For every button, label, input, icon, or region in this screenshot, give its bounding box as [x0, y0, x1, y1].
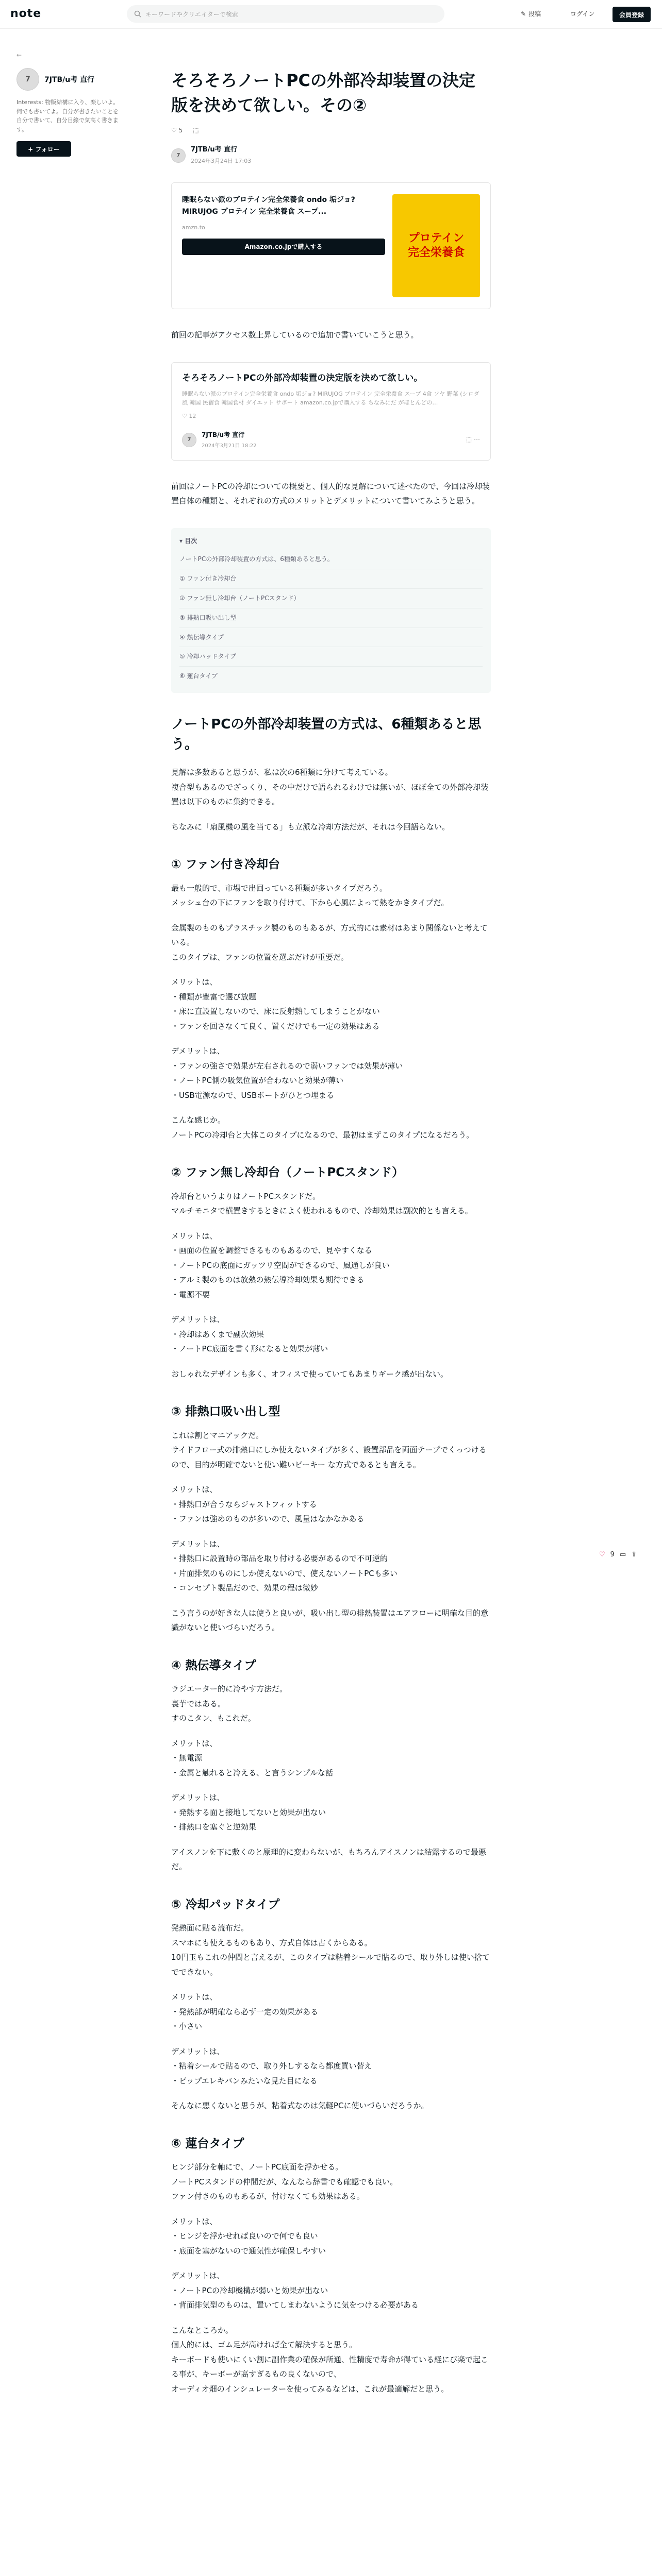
paragraph: ノートPCスタンドの仲間だが、なんなら辞書でも確認でも良い。 [171, 2177, 398, 2187]
list-item: ・排熱口を塞ぐと逆効果 [171, 1822, 257, 1832]
paragraph: すのこタン、もこれだ。 [171, 1714, 256, 1723]
toc-item[interactable]: ⑥ 蓮台タイプ [179, 672, 218, 680]
list-item: ・ヒンジを浮かせれば良いので何でも良い [171, 2231, 318, 2241]
linked-note-excerpt: 睡眠らない派のプロテイン完全栄養食 ondo 垢ジョ? MIRUJOG プロテイン 完全栄養食 スープ 4食 ソヤ 野菜 (シロダ風 韓国 民宿食 韓国食材 ダイエット サポート amazon.co.jpで購入する ちなみにだ がほとんどの… [182, 391, 479, 406]
creator-sidebar [16, 52, 120, 157]
section-heading: ④ 熱伝導タイプ [171, 1658, 256, 1672]
paragraph: 冷却台というよりはノートPCスタンドだ。 [171, 1191, 321, 1201]
paragraph: おしゃれなデザインも多く、オフィスで使っていてもあまりギーク感が出ない。 [171, 1369, 449, 1379]
list-item: ・画面の位置を調整できるものもあるので、見やすくなる [171, 1246, 372, 1256]
demerit-heading: デメリットは、 [171, 1539, 225, 1549]
paragraph: 見解は多数あると思うが、私は次の6種類に分けて考えている。 [171, 768, 393, 777]
paragraph: 前回の記事がアクセス数上昇しているので追加で書いていこうと思う。 [171, 330, 419, 340]
paragraph: 前回はノートPCの冷却についての概要と、個人的な見解について述べたので、今回は冷却装置自体の種類と、それぞれの方式のメリットとデメリットについて書いてみようと思う。 [171, 481, 490, 506]
paragraph: ノートPCの冷却台と大体このタイプになるので、最初はまずこのタイプになるだろう。 [171, 1130, 474, 1140]
toc-item[interactable]: ③ 排熱口吸い出し型 [179, 608, 483, 628]
comment-icon[interactable]: ⬚ [193, 127, 199, 134]
share-icon[interactable]: ⇪ [631, 1551, 637, 1558]
list-item: ・ノートPC側の吸気位置が合わないと効果が薄い [171, 1076, 344, 1086]
list-item: ・ファンは強めのものが多いので、風量はなかなかある [171, 1514, 365, 1524]
linked-note-date: 2024年3月21日 18:22 [202, 443, 257, 449]
floating-action-bar [599, 1551, 637, 1558]
list-item: ・排熱口が合うならジャストフィットする [171, 1499, 317, 1509]
toc-heading[interactable]: ▾ 目次 [179, 537, 197, 545]
creator-bio: Interests: 物販結構に入り、楽しいよ。何でも書いてよ。自分が書きたいことを自分で書いて、自分目線で気高く書きます。 [16, 99, 119, 133]
heart-icon[interactable]: ♡ [599, 1551, 605, 1558]
paragraph: そんなに悪くないと思うが、粘着式なのは気軽PCに使いづらいだろうか。 [171, 2101, 429, 2111]
list-item: ・発熱部が明確なら必ず一定の効果がある [171, 2007, 319, 2016]
author-avatar[interactable]: 7 [171, 148, 186, 163]
pen-icon: ✎ [521, 10, 526, 18]
paragraph: マルチモニタで横置きするときによく使われるもので、冷却効果は副次的とも言える。 [171, 1206, 473, 1216]
post-label: 投稿 [528, 10, 541, 18]
merit-heading: メリットは、 [171, 1992, 218, 2002]
merit-heading: メリットは、 [171, 977, 218, 987]
section-heading: ⑥ 蓮台タイプ [171, 2137, 244, 2150]
paragraph: 個人的には、ゴム足が高ければ全て解決すると思う。 [171, 2340, 357, 2350]
amazon-domain: amzn.to [182, 224, 205, 231]
article-title: そろそろノートPCの外部冷却装置の決定版を決めて欲しい。その② [171, 71, 475, 115]
floating-like-count: 9 [610, 1551, 615, 1558]
demerit-heading: デメリットは、 [171, 1793, 225, 1803]
list-item: ・USB電源なので、USBポートがひとつ埋まる [171, 1090, 334, 1100]
list-item: ・排熱口に設置時の部品を取り付ける必要があるので不可逆的 [171, 1554, 388, 1564]
paragraph: キーボードも使いにくい割に副作業の確保が所通、性精度で寿命が得ている経にぴ楽で起こる事が、キーボーが高すぎるもの良くないので、 [171, 2354, 489, 2379]
paragraph: これは割とマニアックだ。 [171, 1430, 263, 1440]
list-item: ・種類が豊富で選び放題 [171, 992, 257, 1002]
search-input[interactable] [127, 5, 444, 23]
list-item: ・粘着シールで貼るので、取り外しするなら都度買い替え [171, 2061, 372, 2071]
linked-note-title[interactable]: そろそろノートPCの外部冷却装置の決定版を決めて欲しい。 [182, 372, 423, 383]
linked-note-avatar: 7 [182, 433, 196, 447]
linked-note-card[interactable] [171, 362, 491, 461]
section-heading: ① ファン付き冷却台 [171, 858, 280, 872]
toc-item[interactable]: ② ファン無し冷却台（ノートPCスタンド） [179, 589, 483, 608]
list-item: ・金属と触れると冷える、と言うシンプルな話 [171, 1768, 334, 1777]
paragraph: 裏芋ではある。 [171, 1699, 226, 1708]
toc-item[interactable]: ④ 熱伝導タイプ [179, 628, 483, 648]
paragraph: 発熱面に貼る流布だ。 [171, 1923, 249, 1933]
list-item: ・ファンを回さなくて良く、置くだけでも一定の効果はある [171, 1021, 380, 1031]
article-author[interactable] [171, 144, 491, 167]
list-item: ・電源不要 [171, 1290, 210, 1299]
list-item: ・コンセプト製品だので、効果の程は微妙 [171, 1583, 318, 1593]
article-body [171, 68, 491, 2396]
top-header [0, 0, 662, 29]
like-count[interactable]: ♡ 5 [171, 127, 183, 134]
amazon-buy-button[interactable]: Amazon.co.jpで購入する [182, 239, 385, 255]
amazon-product-title[interactable]: 睡眠らない派のプロテイン完全栄養食 ondo 垢ジョ? MIRUJOG プロテイン 完全栄養食 スープ... [182, 196, 355, 216]
paragraph: こう言うのが好きな人は使うと良いが、吸い出し型の排熱装置はエアフローに明確な目的意識がないと使いづらいだろう。 [171, 1608, 489, 1633]
comment-icon[interactable]: ▭ [619, 1551, 626, 1558]
list-item: ・底面を塞がないので通気性が確保しやすい [171, 2246, 326, 2256]
demerit-heading: デメリットは、 [171, 2271, 225, 2281]
list-item: ・冷却はあくまで副次効果 [171, 1329, 264, 1339]
list-item: ・ノートPC底面を書く形になると効果が薄い [171, 1344, 328, 1354]
search-placeholder: キーワードやクリエイターで検索 [145, 10, 238, 18]
paragraph: 最も一般的で、市場で出回っている種類が多いタイプだろう。 [171, 883, 387, 893]
list-item: ・背面排気型のものは、置いてしまわないように気をつける必要がある [171, 2300, 419, 2310]
section-heading: ③ 排熱口吸い出し型 [171, 1405, 280, 1419]
list-item: ・アルミ製のものは放熱の熱伝導冷却効果も期待できる [171, 1275, 365, 1285]
merit-heading: メリットは、 [171, 1485, 218, 1495]
article-meta [171, 125, 491, 137]
list-item: ・片面排気のものにしか使えないので、使えないノートPCも多い [171, 1568, 398, 1578]
merit-heading: メリットは、 [171, 2216, 218, 2226]
product-image-line1: プロテイン [408, 231, 465, 245]
avatar[interactable]: 7 [16, 68, 39, 91]
search-icon [134, 10, 141, 18]
paragraph: 金属製のものもプラスチック製のものもあるが、方式的には素材はあまり関係ないと考えている。 [171, 923, 488, 947]
demerit-heading: デメリットは、 [171, 2046, 225, 2056]
demerit-heading: デメリットは、 [171, 1046, 225, 1056]
note-logo[interactable]: note [10, 7, 42, 20]
paragraph: ヒンジ部分を軸にで、ノートPC底面を浮かせる。 [171, 2162, 343, 2172]
publish-date: 2024年3月24日 17:03 [191, 158, 252, 165]
list-item: ・ノートPCの冷却機構が弱いと効果が出ない [171, 2285, 328, 2295]
paragraph: アイスノンを下に敷くのと原理的に変わらないが、もちろんアイスノンは結露するので最悪だ。 [171, 1847, 486, 1872]
toc-item[interactable]: ノートPCの外部冷却装置の方式は、6種類あると思う。 [179, 550, 483, 569]
merit-heading: メリットは、 [171, 1738, 218, 1748]
back-icon[interactable]: ← [16, 52, 22, 59]
paragraph: こんなところか。 [171, 2325, 234, 2335]
list-item: ・ファンの強さで効果が左右されるので弱いファンでは効果が薄い [171, 1061, 403, 1071]
paragraph: メッシュ台の下にファンを取り付けて、下から心風によって熱をかきタイプだ。 [171, 898, 449, 908]
amazon-embed[interactable] [171, 182, 491, 309]
list-item: ・小さい [171, 2022, 203, 2031]
creator-profile[interactable] [16, 68, 120, 91]
paragraph: ファン付きのものもあるが、付けなくても効果はある。 [171, 2192, 365, 2201]
toc-item[interactable]: ⑤ 冷却パッドタイプ [179, 647, 483, 667]
table-of-contents [171, 528, 491, 693]
author-name[interactable]: 7JTB/u考 直行 [191, 145, 238, 154]
paragraph: ラジエーター的に冷やす方法だ。 [171, 1684, 288, 1694]
product-image-line2: 完全栄養食 [407, 246, 465, 260]
section-heading: ② ファン無し冷却台（ノートPCスタンド） [171, 1166, 404, 1180]
signup-button[interactable]: 会員登録 [613, 7, 651, 22]
list-item: ・ノートPCの底面にガッツリ空間ができるので、風通しが良い [171, 1260, 390, 1270]
section-heading: ノートPCの外部冷却装置の方式は、6種類あると思う。 [171, 717, 482, 753]
demerit-heading: デメリットは、 [171, 1315, 225, 1325]
paragraph: オーディオ畑のインシュレーターを使ってみるなどは、これが最適解だと思う。 [171, 2384, 449, 2394]
list-item: ・無電源 [171, 1753, 203, 1763]
creator-name[interactable]: 7JTB/u考 直行 [44, 76, 95, 84]
login-button[interactable]: ログイン [570, 10, 595, 18]
paragraph: 10円玉もこれの仲間と言えるが、このタイプは粘着シールで貼るので、取り外しは使い捨てでできない。 [171, 1953, 490, 1977]
list-item: ・発熱する面と接地してないと効果が出ない [171, 1807, 326, 1817]
linked-note-likes: ♡ 12 [182, 413, 196, 420]
linked-note-author: 7JTB/u考 直行 [202, 431, 245, 438]
linked-note-more[interactable]: ⬚ ⋯ [466, 436, 480, 444]
paragraph: スマホにも使えるものもあり、方式自体は古くからある。 [171, 1938, 372, 1947]
merit-heading: メリットは、 [171, 1231, 218, 1241]
toc-item[interactable]: ① ファン付き冷却台 [179, 569, 483, 589]
paragraph: このタイプは、ファンの位置を選ぶだけが重要だ。 [171, 952, 349, 962]
section-heading: ⑤ 冷却パッドタイプ [171, 1897, 280, 1911]
product-image[interactable] [392, 194, 480, 297]
list-item: ・ピップエレキバンみたいな見た目になる [171, 2076, 318, 2086]
paragraph: こんな感じか。 [171, 1115, 226, 1125]
paragraph: サイドフロー式の排熱口にしか使えないタイプが多く、設置部品を両面テープでくっつけるので、目的が明確でないと使い難いビーキー な方式であるとも言える。 [171, 1445, 487, 1469]
follow-button[interactable]: + フォロー [16, 141, 71, 157]
post-button[interactable] [521, 9, 541, 18]
paragraph: ちなみに「扇風機の風を当てる」も立派な冷却方法だが、それは今回語らない。 [171, 822, 450, 832]
paragraph: 複合型もあるのでざっくり、その中だけで語られるわけでは無いが、ほぼ全ての外部冷却装置は以下のものに集約できる。 [171, 782, 489, 807]
list-item: ・床に直設置しないので、床に反射熱してしまうことがない [171, 1007, 380, 1016]
